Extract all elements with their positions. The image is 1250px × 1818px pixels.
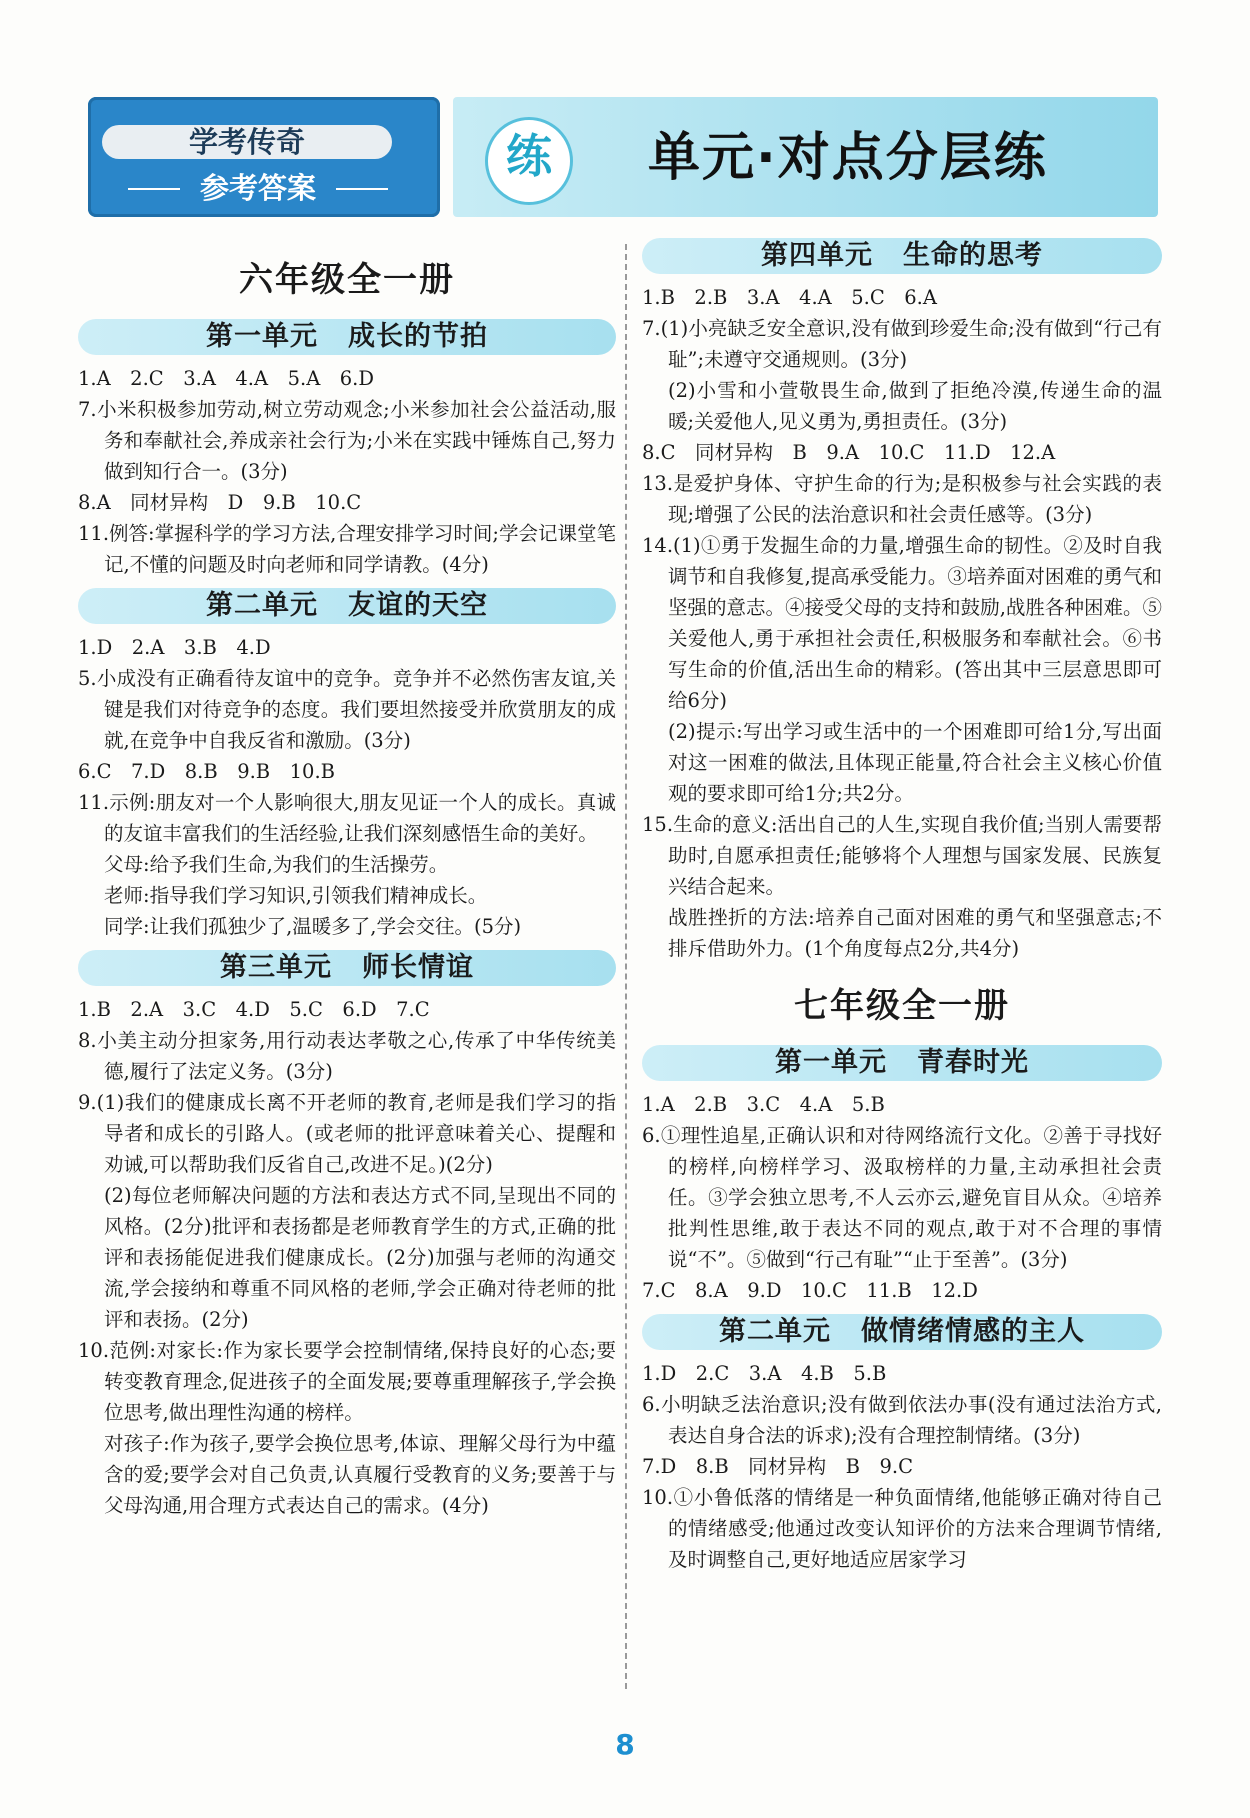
answer-line: 8.A 同材异构 D 9.B 10.C <box>78 491 362 514</box>
answer-line: 10.①小鲁低落的情绪是一种负面情绪,他能够正确对待自己的情绪感受;他通过改变认知评价的方法来合理调节情绪,及时调整自己,更好地适应居家学习 <box>642 1486 1162 1571</box>
answer-line: 7.小米积极参加劳动,树立劳动观念;小米参加社会公益活动,服务和奉献社会,养成亲社会行为;小米在实践中锤炼自己,努力做到知行合一。(3分) <box>78 398 616 483</box>
unit-number: 第二单元 <box>206 590 318 621</box>
brand-logo <box>88 97 440 217</box>
column-divider <box>625 244 627 1689</box>
page-number: 8 <box>615 1728 635 1761</box>
unit-number: 第三单元 <box>220 952 332 983</box>
answer-subline: 战胜挫折的方法:培养自己面对困难的勇气和坚强意志;不排斥借助外力。(1个角度每点2分,共4分) <box>668 906 1162 960</box>
answer-line: 15.生命的意义:活出自己的人生,实现自我价值;当别人需要帮助时,自愿承担责任;能够将个人理想与国家发展、民族复兴结合起来。 <box>642 813 1162 898</box>
answer-line: 5.小成没有正确看待友谊中的竞争。竞争并不必然伤害友谊,关键是我们对待竞争的态度。我们要坦然接受并欣赏朋友的成就,在竞争中自我反省和激励。(3分) <box>78 667 616 752</box>
right-column <box>642 238 1162 1575</box>
answer-subline: 同学:让我们孤独少了,温暖多了,学会交往。(5分) <box>104 915 522 938</box>
answer-line: 7.(1)小亮缺乏安全意识,没有做到珍爱生命;没有做到“行己有耻”;未遵守交通规则。(3分) <box>642 317 1162 371</box>
answer-line: 8.C 同材异构 B 9.A 10.C 11.D 12.A <box>642 441 1056 464</box>
answer-line: 6.C 7.D 8.B 9.B 10.B <box>78 760 335 783</box>
unit-title: 青春时光 <box>917 1047 1029 1078</box>
unit-heading <box>78 950 616 986</box>
answer-subline: 老师:指导我们学习知识,引领我们精神成长。 <box>104 884 488 907</box>
answer-line: 14.(1)①勇于发掘生命的力量,增强生命的韧性。②及时自我调节和自我修复,提高承受能力。③培养面对困难的勇气和坚强的意志。④接受父母的支持和鼓励,战胜各种困难。⑤关爱他人,勇于承担社会责任,积极服务和奉献社会。⑥书写生命的价值,活出生命的精彩。(答出其中三层意思即可给6分) <box>642 534 1162 712</box>
answer-line: 1.B 2.B 3.A 4.A 5.C 6.A <box>642 286 937 309</box>
answer-line: 1.D 2.A 3.B 4.D <box>78 636 271 659</box>
unit-title: 生命的思考 <box>903 240 1043 271</box>
unit-title: 成长的节拍 <box>348 321 488 352</box>
title-banner <box>453 97 1158 217</box>
unit-number: 第一单元 <box>775 1047 887 1078</box>
answer-subline: 父母:给予我们生命,为我们的生活操劳。 <box>104 853 449 876</box>
answer-line: 6.小明缺乏法治意识;没有做到依法办事(没有通过法治方式,表达自身合法的诉求);没有合理控制情绪。(3分) <box>642 1393 1162 1447</box>
answer-line: 8.小美主动分担家务,用行动表达孝敬之心,传承了中华传统美德,履行了法定义务。(3分) <box>78 1029 616 1083</box>
answer-line: 11.例答:掌握科学的学习方法,合理安排学习时间;学会记课堂笔记,不懂的问题及时向老师和同学请教。(4分) <box>78 522 616 576</box>
logo-title: 学考传奇 <box>102 125 392 159</box>
answer-line: 1.A 2.C 3.A 4.A 5.A 6.D <box>78 367 375 390</box>
left-column <box>78 238 616 1521</box>
unit-number: 第四单元 <box>761 240 873 271</box>
unit-title: 师长情谊 <box>362 952 474 983</box>
answer-subline: (2)提示:写出学习或生活中的一个困难即可给1分,写出面对这一困难的做法,且体现正能量,符合社会主义核心价值观的要求即可给1分;共2分。 <box>668 720 1162 805</box>
unit-heading <box>642 1045 1162 1081</box>
answer-line: 1.A 2.B 3.C 4.A 5.B <box>642 1093 885 1116</box>
unit-heading <box>642 1314 1162 1350</box>
unit-heading <box>78 588 616 624</box>
answer-line: 1.D 2.C 3.A 4.B 5.B <box>642 1362 887 1385</box>
answer-line: 7.D 8.B 同材异构 B 9.C <box>642 1455 914 1478</box>
answer-line: 11.示例:朋友对一个人影响很大,朋友见证一个人的成长。真诚的友谊丰富我们的生活经验,让我们深刻感悟生命的美好。 <box>78 791 616 845</box>
unit-heading <box>642 238 1162 274</box>
answer-subline: (2)小雪和小萱敬畏生命,做到了拒绝冷漠,传递生命的温暖;关爱他人,见义勇为,勇担责任。(3分) <box>668 379 1162 433</box>
unit-number: 第二单元 <box>719 1316 831 1347</box>
answer-subline: (2)每位老师解决问题的方法和表达方式不同,呈现出不同的风格。(2分)批评和表扬都是老师教育学生的方式,正确的批评和表扬能促进我们健康成长。(2分)加强与老师的沟通交流,学会接纳和尊重不同风格的老师,学会正确对待老师的批评和表扬。(2分) <box>104 1184 616 1331</box>
logo-subtitle: 参考答案 <box>128 169 388 207</box>
unit-heading <box>78 319 616 355</box>
answer-line: 7.C 8.A 9.D 10.C 11.B 12.D <box>642 1279 978 1302</box>
answer-line: 13.是爱护身体、守护生命的行为;是积极参与社会实践的表现;增强了公民的法治意识和社会责任感等。(3分) <box>642 472 1162 526</box>
practice-icon: 练 <box>485 117 573 205</box>
answer-line: 9.(1)我们的健康成长离不开老师的教育,老师是我们学习的指导者和成长的引路人。(或老师的批评意味着关心、提醒和劝诫,可以帮助我们反省自己,改进不足。)(2分) <box>78 1091 616 1176</box>
banner-title: 单元·对点分层练 <box>648 128 1048 188</box>
unit-number: 第一单元 <box>206 321 318 352</box>
grade-title: 七年级全一册 <box>794 986 1010 1026</box>
grade-title: 六年级全一册 <box>239 260 455 300</box>
answer-line: 6.①理性追星,正确认识和对待网络流行文化。②善于寻找好的榜样,向榜样学习、汲取榜样的力量,主动承担社会责任。③学会独立思考,不人云亦云,避免盲目从众。④培养批判性思维,敢于表达不同的观点,敢于对不合理的事情说“不”。⑤做到“行己有耻”“止于至善”。(3分) <box>642 1124 1162 1271</box>
page-header <box>88 97 1158 219</box>
unit-title: 做情绪情感的主人 <box>861 1316 1085 1347</box>
answer-line: 10.范例:对家长:作为家长要学会控制情绪,保持良好的心态;要转变教育理念,促进孩子的全面发展;要尊重理解孩子,学会换位思考,做出理性沟通的榜样。 <box>78 1339 616 1424</box>
answer-line: 1.B 2.A 3.C 4.D 5.C 6.D 7.C <box>78 998 430 1021</box>
answer-subline: 对孩子:作为孩子,要学会换位思考,体谅、理解父母行为中蕴含的爱;要学会对自己负责,认真履行受教育的义务;要善于与父母沟通,用合理方式表达自己的需求。(4分) <box>104 1432 616 1517</box>
unit-title: 友谊的天空 <box>348 590 488 621</box>
